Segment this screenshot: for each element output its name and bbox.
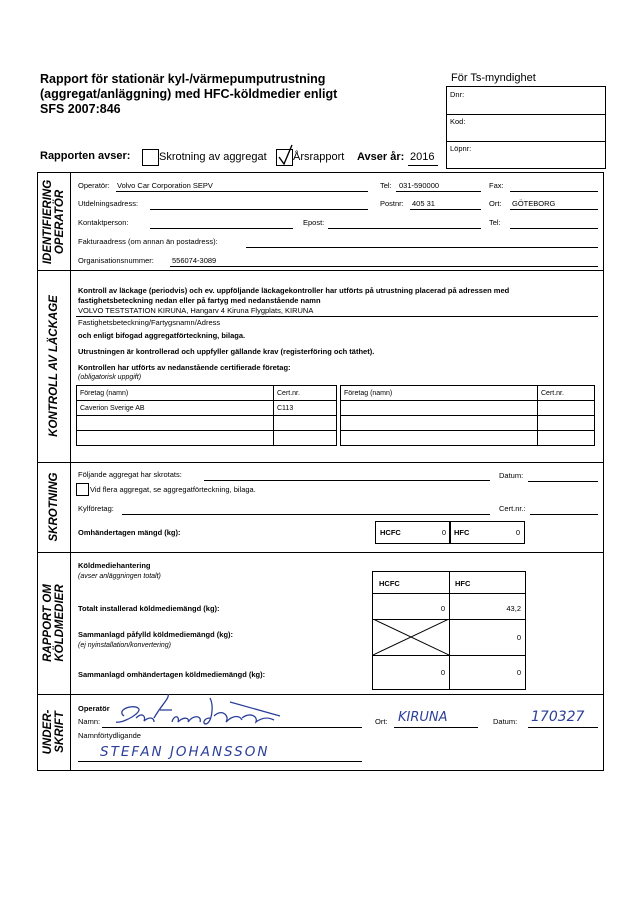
email-label: Epost: <box>303 218 325 227</box>
clarification-label: Namnförtydligande <box>78 731 141 740</box>
cert-cell[interactable] <box>274 431 337 446</box>
email-field[interactable] <box>328 228 481 229</box>
contact-field[interactable] <box>150 228 293 229</box>
cert-table-right <box>340 385 595 446</box>
form-frame <box>37 172 604 771</box>
grid-hcfc-header: HCFC <box>379 579 400 588</box>
cert-cell[interactable] <box>538 401 595 416</box>
refilled-note: (ej nyinstallation/konvertering) <box>78 642 171 649</box>
company-cell[interactable] <box>341 401 538 416</box>
col-cert-header: Cert.nr. <box>538 386 595 401</box>
installed-hfc-value[interactable]: 43,2 <box>506 604 521 613</box>
company-cell[interactable]: Caverion Sverige AB <box>77 401 274 416</box>
company-cell[interactable] <box>341 416 538 431</box>
refrigerant-section-label: RAPPORT OM KÖLDMEDIER <box>42 584 66 662</box>
title-line-1: Rapport för stationär kyl-/värmepumputrustning <box>40 72 326 86</box>
scrapping-checkbox[interactable] <box>142 149 159 166</box>
whole-plant-note: (avser anläggningen totalt) <box>78 573 161 580</box>
disposed-amount-label: Omhändertagen mängd (kg): <box>78 528 181 537</box>
contact-label: Kontaktperson: <box>78 218 129 227</box>
company-cell[interactable] <box>77 416 274 431</box>
location-value[interactable]: VOLVO TESTSTATION KIRUNA, Hangarv 4 Kiruna Flygplats, KIRUNA <box>78 306 314 315</box>
sig-date-label: Datum: <box>493 717 518 726</box>
scrap-hfc-value[interactable]: 0 <box>515 528 520 537</box>
disposed-hcfc-value[interactable]: 0 <box>440 668 445 677</box>
scrapping-option-label: Skrotning av aggregat <box>159 151 267 163</box>
invoice-label: Fakturaadress (om annan än postadress): <box>78 237 218 246</box>
installed-label: Totalt installerad köldmediemängd (kg): <box>78 604 220 613</box>
postnr-label: Postnr: <box>380 199 404 208</box>
scrap-hcfc-label: HCFC <box>380 528 401 537</box>
fax-label: Fax: <box>489 181 504 190</box>
leak-control-section <box>38 270 603 463</box>
tel-value[interactable]: 031-590000 <box>399 181 440 190</box>
kod-field[interactable] <box>447 114 605 142</box>
dnr-label: Dnr: <box>450 90 465 99</box>
multi-unit-label: Vid flera aggregat, se aggregatförteckning, bilaga. <box>90 485 256 494</box>
company-cell[interactable] <box>77 431 274 446</box>
scrap-company-label: Kylföretag: <box>78 504 114 513</box>
cert-cell[interactable] <box>274 416 337 431</box>
report-title <box>40 72 337 117</box>
company-cell[interactable] <box>341 431 538 446</box>
report-type-label: Rapporten avser: <box>40 150 131 162</box>
grid-hfc-header: HFC <box>455 579 471 588</box>
year-label: Avser år: <box>357 151 405 163</box>
title-line-2: (aggregat/anläggning) med HFC-köldmedier enligt <box>40 87 338 101</box>
scrap-date-label: Datum: <box>499 471 524 480</box>
refilled-label: Sammanlagd påfylld köldmediemängd (kg): <box>78 630 234 639</box>
installed-hcfc-value[interactable]: 0 <box>440 604 445 613</box>
sig-name-label: Namn: <box>78 717 101 726</box>
sig-date-value[interactable]: 170327 <box>531 709 585 725</box>
refrigerant-grid <box>372 571 526 690</box>
operator-value[interactable]: Volvo Car Corporation SEPV <box>117 181 213 190</box>
lopnr-label: Löpnr: <box>450 144 472 153</box>
scrap-cert-field[interactable] <box>530 514 598 515</box>
refilled-hfc-value[interactable]: 0 <box>516 633 521 642</box>
scrapping-section <box>38 462 603 553</box>
city-value[interactable]: GÖTEBORG <box>512 199 556 208</box>
year-value[interactable]: 2016 <box>410 151 435 163</box>
leak-intro-line-2: fastighetsbeteckning nedan eller på fartyg med nedanstående namn <box>78 296 321 305</box>
sig-operator-label: Operatör <box>78 704 110 713</box>
disposed-hfc-value[interactable]: 0 <box>516 668 521 677</box>
tel2-label: Tel: <box>489 218 501 227</box>
controlled-text: Utrustningen är kontrollerad och uppfyller gällande krav (registerföring och täthet). <box>78 347 375 356</box>
col-company-header: Företag (namn) <box>77 386 274 401</box>
annual-report-checkbox[interactable] <box>276 149 293 166</box>
scrapped-field[interactable] <box>204 480 490 481</box>
col-cert-header: Cert.nr. <box>274 386 337 401</box>
cert-cell[interactable] <box>538 416 595 431</box>
dnr-field[interactable] <box>447 87 605 115</box>
title-line-3: SFS 2007:846 <box>40 102 121 116</box>
scrapping-section-label: SKROTNING <box>48 472 60 542</box>
fax-field[interactable] <box>510 191 598 192</box>
signature-section <box>38 694 603 770</box>
scrap-cert-label: Cert.nr.: <box>499 504 526 513</box>
crossed-out-cell-icon <box>373 619 449 655</box>
orgnr-label: Organisationsnummer: <box>78 256 154 265</box>
scrapped-label: Följande aggregat har skrotats: <box>78 470 182 479</box>
address-label: Utdelningsadress: <box>78 199 139 208</box>
city-label: Ort: <box>489 199 502 208</box>
refrigerant-section <box>38 552 603 695</box>
multi-unit-checkbox[interactable] <box>76 483 89 496</box>
appendix-text: och enligt bifogad aggregatförteckning, bilaga. <box>78 331 246 340</box>
tel2-field[interactable] <box>510 228 598 229</box>
clarification-value[interactable]: STEFAN JOHANSSON <box>100 744 270 760</box>
cert-table-left <box>76 385 337 446</box>
mandatory-note: (obligatorisk uppgift) <box>78 374 142 381</box>
scrap-hcfc-value[interactable]: 0 <box>441 528 446 537</box>
lopnr-field[interactable] <box>447 141 605 168</box>
disposed-label: Sammanlagd omhändertagen köldmediemängd (kg): <box>78 670 266 679</box>
kod-label: Kod: <box>450 117 466 126</box>
sig-city-value[interactable]: KIRUNA <box>398 710 448 725</box>
scrap-hfc-label: HFC <box>454 528 470 537</box>
scrap-company-field[interactable] <box>122 514 490 515</box>
handling-label: Köldmediehantering <box>78 561 151 570</box>
postnr-value[interactable]: 405 31 <box>412 199 435 208</box>
ts-box <box>446 86 606 169</box>
orgnr-value[interactable]: 556074-3089 <box>172 256 217 265</box>
check-mark-icon <box>277 144 294 166</box>
cert-cell[interactable] <box>538 431 595 446</box>
scrap-hcfc-box[interactable] <box>375 521 451 544</box>
operator-label: Operatör: <box>78 181 110 190</box>
certified-intro: Kontrollen har utförts av nedanstående certifierade företag: <box>78 363 291 372</box>
identification-section <box>38 173 603 271</box>
scrap-date-field[interactable] <box>528 481 598 482</box>
leak-intro-line-1: Kontroll av läckage (periodvis) och ev. uppföljande läckagekontroller har utförts på utrustning placerad på adressen med <box>78 286 510 295</box>
scrap-hfc-box[interactable] <box>449 521 525 544</box>
tel-label: Tel: <box>380 181 392 190</box>
address-field[interactable] <box>150 209 368 210</box>
leak-control-section-label: KONTROLL AV LÄCKAGE <box>48 295 60 437</box>
property-label: Fastighetsbeteckning/Fartygsnamn/Adress <box>78 318 221 327</box>
invoice-field[interactable] <box>246 247 598 248</box>
cert-cell[interactable]: C113 <box>274 401 337 416</box>
sig-city-label: Ort: <box>375 717 388 726</box>
col-company-header: Företag (namn) <box>341 386 538 401</box>
identification-section-label: IDENTIFIERING OPERATÖR <box>42 179 66 264</box>
signature-section-label: UNDER- SKRIFT <box>42 709 66 755</box>
annual-report-label: Årsrapport <box>293 151 345 163</box>
handwritten-signature <box>110 694 290 730</box>
ts-heading: För Ts-myndighet <box>451 72 536 84</box>
